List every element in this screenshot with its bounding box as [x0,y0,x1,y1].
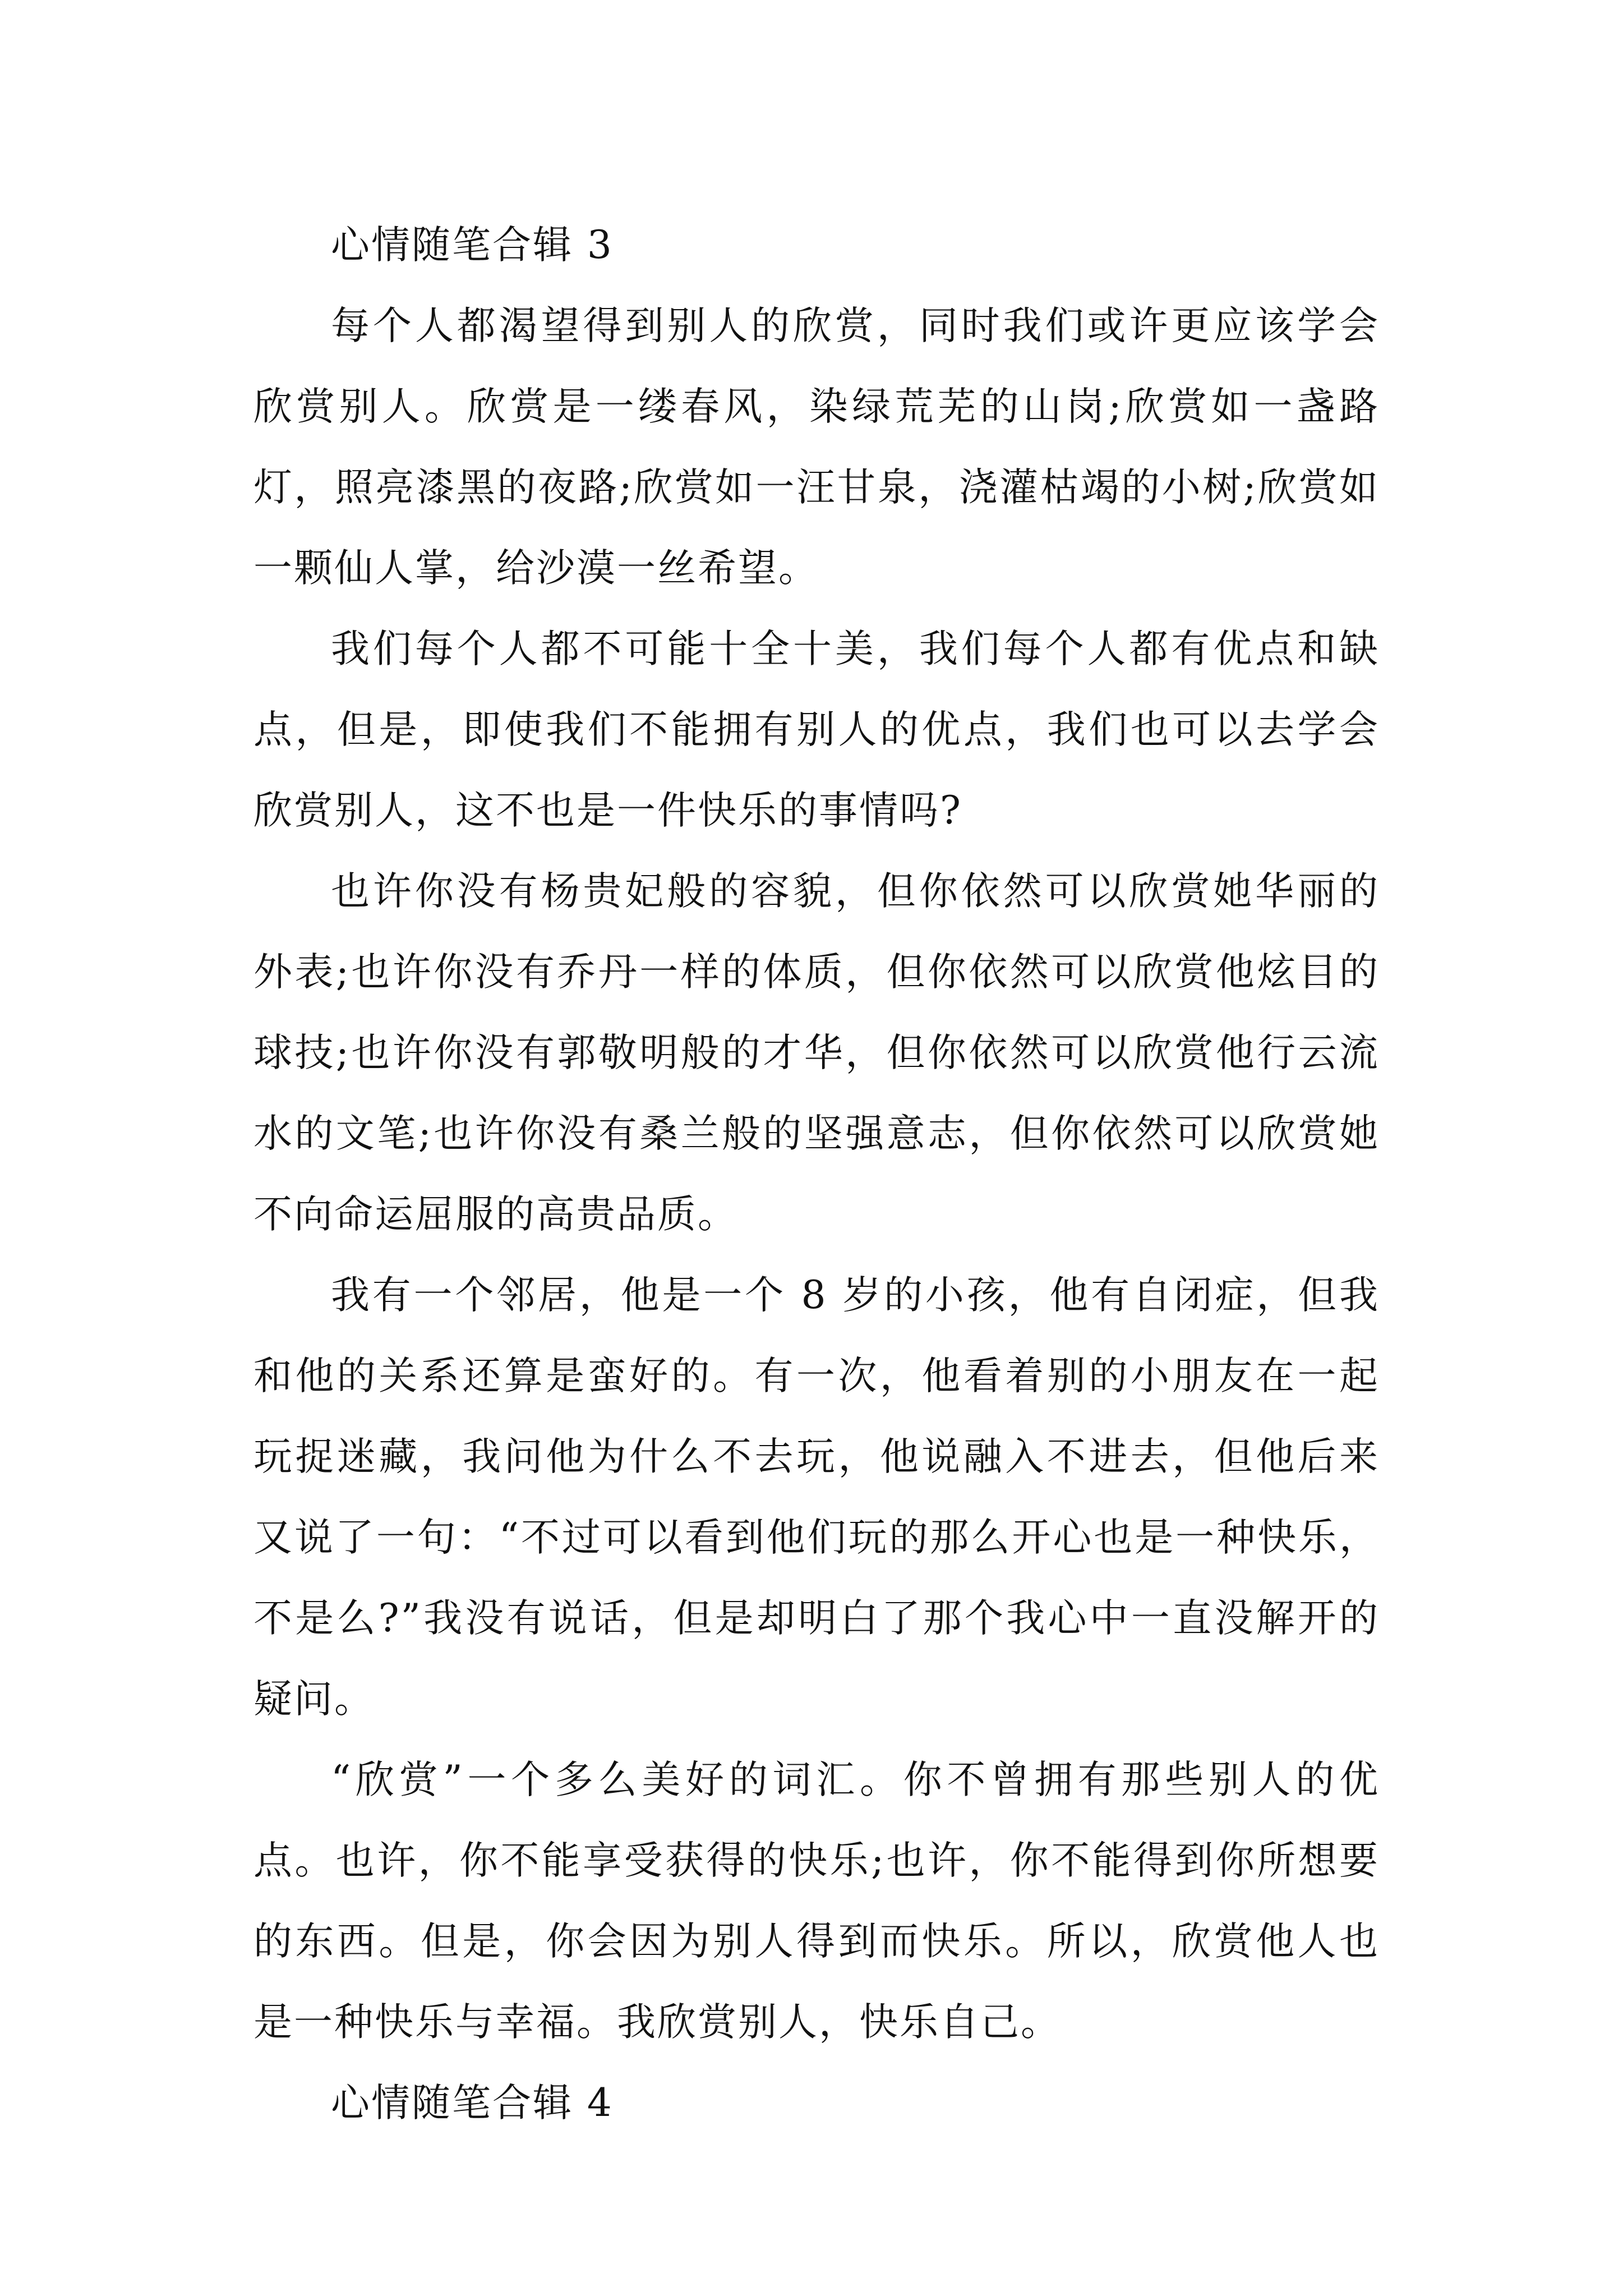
paragraph: “欣赏”一个多么美好的词汇。你不曾拥有那些别人的优点。也许，你不能享受获得的快乐;也许，你不能得到你所想要的东西。但是，你会因为别人得到而快乐。所以，欣赏他人也是一种快乐与幸福。我欣赏别人，快乐自己。 [253,1757,1380,2045]
paragraph: 也许你没有杨贵妃般的容貌，但你依然可以欣赏她华丽的外表;也许你没有乔丹一样的体质，但你依然可以欣赏他炫目的球技;也许你没有郭敬明般的才华，但你依然可以欣赏他行云流水的文笔;也许你没有桑兰般的坚强意志，但你依然可以欣赏她不向命运屈服的高贵品质。 [253,869,1380,1237]
section-heading: 心情随笔合辑 4 [331,2081,614,2125]
paragraph: 我有一个邻居，他是一个 8 岁的小孩，他有自闭症，但我和他的关系还算是蛮好的。有一次，他看着别的小朋友在一起玩捉迷藏，我问他为什么不去玩，他说融入不进去，但他后来又说了一句：“不过可以看到他们玩的那么开心也是一种快乐，不是么?”我没有说话，但是却明白了那个我心中一直没解开的疑问。 [253,1273,1380,1722]
paragraph: 我们每个人都不可能十全十美，我们每个人都有优点和缺点，但是，即使我们不能拥有别人的优点，我们也可以去学会欣赏别人，这不也是一件快乐的事情吗? [253,627,1380,833]
paragraph: 每个人都渴望得到别人的欣赏，同时我们或许更应该学会欣赏别人。欣赏是一缕春风，染绿荒芜的山岗;欣赏如一盏路灯，照亮漆黑的夜路;欣赏如一汪甘泉，浇灌枯竭的小树;欣赏如一颗仙人掌，给沙漠一丝希望。 [253,303,1380,591]
section-heading: 心情随笔合辑 3 [331,223,614,268]
document-body [253,205,1380,2143]
